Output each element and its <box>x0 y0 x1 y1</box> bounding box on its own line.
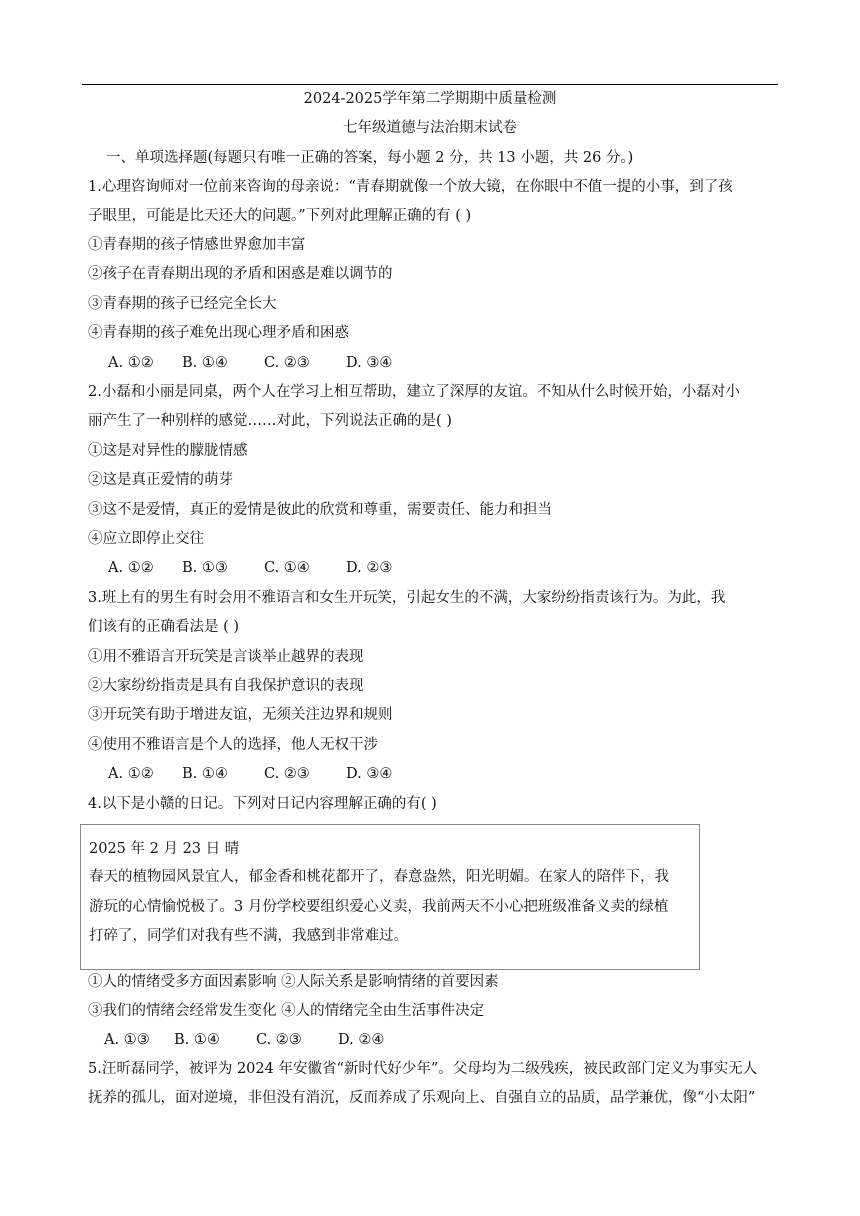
q2-stem-line-2: 丽产生了一种别样的感觉……对此，下列说法正确的是( ) <box>88 413 452 429</box>
q5-stem-line-2: 抚养的孤儿，面对逆境，非但没有消沉，反而养成了乐观向上、自强自立的品质，品学兼优，像“小太阳” <box>88 1090 756 1106</box>
q3-statement-1: ①用不雅语言开玩笑是言谈举止越界的表现 <box>88 649 364 665</box>
q4-options <box>104 1030 384 1050</box>
q4-option-c: C. ②③ <box>256 1032 302 1048</box>
q2-statement-3: ③这不是爱情，真正的爱情是彼此的欣赏和尊重，需要责任、能力和担当 <box>88 502 552 518</box>
q2-option-b: B. ①③ <box>182 560 228 576</box>
diary-box <box>80 824 700 970</box>
q5-stem-line-1: 5.汪昕磊同学，被评为 2024 年安徽省“新时代好少年”。父母均为二级残疾，被民政部门定义为事实无人 <box>88 1061 758 1077</box>
q2-statement-2: ②这是真正爱情的萌芽 <box>88 472 233 488</box>
section-heading: 一、单项选择题(每题只有唯一正确的答案，每小题 2 分，共 13 小题，共 26 分。) <box>106 150 634 166</box>
q3-statement-2: ②大家纷纷指责是具有自我保护意识的表现 <box>88 678 364 694</box>
q1-options <box>108 353 392 373</box>
q3-statement-3: ③开玩笑有助于增进友谊，无须关注边界和规则 <box>88 707 393 723</box>
q1-statement-2: ②孩子在青春期出现的矛盾和困惑是难以调节的 <box>88 266 393 282</box>
diary-line-2: 游玩的心情愉悦极了。3 月份学校要组织爱心义卖，我前两天不小心把班级准备义卖的绿植 <box>89 899 669 915</box>
q1-option-d: D. ③④ <box>346 355 393 371</box>
q3-option-a: A. ①② <box>108 766 154 782</box>
q3-options <box>108 764 392 784</box>
q1-stem-line-2: 子眼里，可能是比天还大的问题。”下列对此理解正确的有 ( ) <box>88 208 472 224</box>
diary-line-1: 春天的植物园风景宜人，郁金香和桃花都开了，春意盎然，阳光明媚。在家人的陪伴下，我 <box>89 869 669 885</box>
diary-line-3: 打碎了，同学们对我有些不满，我感到非常难过。 <box>89 928 408 944</box>
q4-option-d: D. ②④ <box>338 1032 385 1048</box>
q1-statement-3: ③青春期的孩子已经完全长大 <box>88 296 277 312</box>
q4-stem-line-1: 4.以下是小赣的日记。下列对日记内容理解正确的有( ) <box>88 796 437 812</box>
q4-statement-1: ①人的情绪受多方面因素影响 ②人际关系是影响情绪的首要因素 <box>88 974 499 990</box>
q2-options <box>108 558 392 578</box>
q3-stem-line-1: 3.班上有的男生有时会用不雅语言和女生开玩笑，引起女生的不满，大家纷纷指责该行为。为此，我 <box>88 590 726 606</box>
q1-option-b: B. ①④ <box>182 355 228 371</box>
exam-title: 2024-2025学年第二学期期中质量检测 <box>303 91 557 107</box>
q1-option-a: A. ①② <box>108 355 154 371</box>
header-rule <box>82 84 778 85</box>
q2-statement-4: ④应立即停止交往 <box>88 531 204 547</box>
q1-stem-line-1: 1.心理咨询师对一位前来咨询的母亲说：“青春期就像一个放大镜，在你眼中不值一提的小事，到了孩 <box>88 179 733 195</box>
q1-option-c: C. ②③ <box>264 355 310 371</box>
q2-option-a: A. ①② <box>108 560 154 576</box>
q2-stem-line-1: 2.小磊和小丽是同桌，两个人在学习上相互帮助，建立了深厚的友谊。不知从什么时候开始，小磊对小 <box>88 384 740 400</box>
q1-statement-1: ①青春期的孩子情感世界愈加丰富 <box>88 237 306 253</box>
q2-option-c: C. ①④ <box>264 560 310 576</box>
q3-statement-4: ④使用不雅语言是个人的选择，他人无权干涉 <box>88 737 378 753</box>
exam-subtitle: 七年级道德与法治期末试卷 <box>343 120 517 136</box>
q3-option-c: C. ②③ <box>264 766 310 782</box>
q3-option-b: B. ①④ <box>182 766 228 782</box>
q3-stem-line-2: 们该有的正确看法是 ( ) <box>88 619 240 635</box>
q4-option-a: A. ①③ <box>104 1032 150 1048</box>
q4-statement-2: ③我们的情绪会经常发生变化 ④人的情绪完全由生活事件决定 <box>88 1003 485 1019</box>
q2-statement-1: ①这是对异性的朦胧情感 <box>88 443 248 459</box>
q3-option-d: D. ③④ <box>346 766 393 782</box>
q1-statement-4: ④青春期的孩子难免出现心理矛盾和困惑 <box>88 325 349 341</box>
q2-option-d: D. ②③ <box>346 560 393 576</box>
q4-option-b: B. ①④ <box>174 1032 220 1048</box>
diary-date: 2025 年 2 月 23 日 晴 <box>89 841 240 857</box>
